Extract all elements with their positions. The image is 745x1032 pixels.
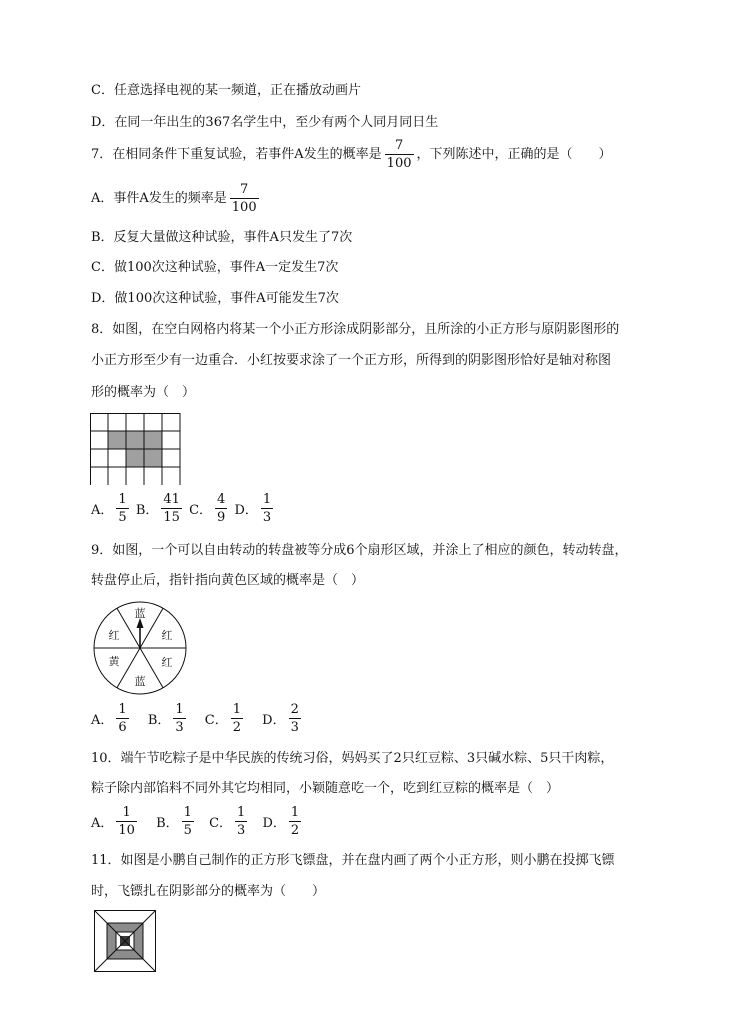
- q7-option-b: B．反复大量做这种试验，事件A只发生了7次: [91, 230, 353, 245]
- q11-dartboard-figure: [94, 910, 156, 972]
- q10-d-den: 2: [290, 823, 300, 838]
- q9-option-b: [148, 702, 189, 735]
- q7-frac-num: 7: [385, 138, 414, 155]
- q10-option-b: [156, 805, 197, 838]
- q10-option-a-fraction: [116, 805, 137, 838]
- q8-c-den: 9: [217, 510, 226, 525]
- q8-a-num: 1: [118, 492, 127, 507]
- q8-option-b-fraction: [161, 492, 182, 525]
- q8-option-a-label: A．: [91, 503, 114, 518]
- spinner-label-upper-right: 红: [161, 629, 173, 642]
- q10-b-num: 1: [183, 805, 192, 820]
- q8-option-b: [136, 492, 185, 525]
- q10-option-b-fraction: [182, 805, 194, 838]
- q9-options: [91, 702, 304, 735]
- q10-option-c: [209, 805, 250, 838]
- q10-option-d: [262, 805, 304, 838]
- q7-stem-text: 7．在相同条件下重复试验，若事件A发生的概率是: [91, 146, 382, 162]
- q11-stem-line1: 11．如图是小鹏自己制作的正方形飞镖盘，并在盘内画了两个小正方形，则小鹏在投掷飞镖: [91, 853, 615, 868]
- q7-option-c: C．做100次这种试验，事件A一定发生7次: [91, 260, 339, 275]
- q7-a-frac-den: 100: [231, 200, 257, 215]
- q8-b-num: 41: [163, 492, 180, 507]
- q9-stem-line1: 9．如图，一个可以自由转动的转盘被等分成6个扇形区域，并涂上了相应的颜色，转动转盘，: [91, 543, 628, 558]
- q9-c-num: 1: [232, 702, 242, 717]
- q8-option-d-fraction: [261, 492, 273, 525]
- q10-b-den: 5: [183, 823, 192, 838]
- spinner-label-top: 蓝: [134, 607, 146, 620]
- q6-option-c: C．任意选择电视的某一频道，正在播放动画片: [91, 83, 361, 98]
- q8-option-b-label: B．: [135, 503, 159, 518]
- q7-stem-tail: ，下列陈述中，正确的是（ ）: [416, 146, 612, 162]
- q10-a-den: 10: [118, 823, 135, 838]
- q9-option-d: [262, 702, 304, 735]
- q10-option-a-label: A．: [91, 816, 114, 831]
- q7-option-d: D．做100次这种试验，事件A可能发生7次: [91, 291, 339, 306]
- q9-option-d-fraction: [289, 702, 301, 735]
- q8-b-den: 15: [163, 510, 180, 525]
- q8-option-d: [234, 492, 276, 525]
- q8-option-a: [91, 492, 132, 525]
- q8-stem-line2: 小正方形至少有一边重合．小红按要求涂了一个正方形，所得到的阴影图形恰好是轴对称图: [91, 353, 612, 368]
- q9-option-a-fraction: [116, 702, 128, 735]
- q9-option-a: [91, 702, 132, 735]
- q8-options: [91, 492, 276, 525]
- q7-option-a: [91, 182, 262, 215]
- q9-b-den: 3: [175, 720, 184, 735]
- q9-option-b-fraction: [173, 702, 185, 735]
- spinner-label-upper-left: 红: [108, 629, 120, 642]
- q7-option-a-fraction: [230, 182, 259, 215]
- q8-option-c-fraction: [215, 492, 227, 525]
- q8-a-den: 5: [118, 510, 127, 525]
- q9-option-a-label: A．: [91, 713, 114, 728]
- q8-grid-figure: [90, 413, 182, 485]
- spinner-label-bottom: 蓝: [134, 675, 146, 688]
- q9-option-d-label: D．: [262, 713, 286, 728]
- q9-option-b-label: B．: [147, 713, 171, 728]
- q8-option-c-label: C．: [189, 503, 213, 518]
- q6-option-d: D．在同一年出生的367名学生中，至少有两个人同月同日生: [91, 115, 439, 130]
- q10-option-c-label: C．: [209, 816, 233, 831]
- q9-d-den: 3: [290, 720, 299, 735]
- q10-options: [91, 805, 304, 838]
- q10-option-b-label: B．: [156, 816, 179, 831]
- q8-d-den: 3: [262, 510, 272, 525]
- spinner-label-lower-left: 黄: [108, 655, 120, 668]
- q9-spinner-figure: [92, 600, 188, 696]
- q9-d-num: 2: [290, 702, 299, 717]
- q10-option-a: [91, 805, 140, 838]
- q7-fraction: [385, 138, 414, 171]
- q9-a-num: 1: [118, 702, 127, 717]
- q10-stem-line1: 10．端午节吃粽子是中华民族的传统习俗，妈妈买了2只红豆粽、3只碱水粽、5只干肉粽，: [91, 751, 614, 766]
- q10-option-d-label: D．: [262, 816, 286, 831]
- q10-stem-line2: 粽子除内部馅料不同外其它均相同，小颖随意吃一个，吃到红豆粽的概率是（ ）: [91, 781, 560, 796]
- q10-a-num: 1: [116, 805, 137, 822]
- q8-d-num: 1: [262, 492, 272, 507]
- q9-option-c-fraction: [231, 702, 243, 735]
- q10-d-num: 1: [290, 805, 300, 820]
- q11-stem-line2: 时，飞镖扎在阴影部分的概率为（ ）: [91, 884, 326, 899]
- q7-stem: [91, 138, 612, 171]
- q7-option-a-text: A．事件A发生的频率是: [91, 190, 227, 206]
- q7-frac-den: 100: [386, 156, 412, 171]
- q10-option-d-fraction: [289, 805, 301, 838]
- q10-c-den: 3: [237, 823, 246, 838]
- q9-b-num: 1: [175, 702, 184, 717]
- q8-c-num: 4: [217, 492, 226, 507]
- q9-a-den: 6: [118, 720, 127, 735]
- q8-option-c: [189, 492, 230, 525]
- q8-stem-line3: 形的概率为（ ）: [91, 385, 196, 400]
- q9-option-c: [205, 702, 246, 735]
- q9-stem-line2: 转盘停止后，指针指向黄色区域的概率是（ ）: [91, 573, 365, 588]
- q9-option-c-label: C．: [204, 713, 228, 728]
- q10-c-num: 1: [237, 805, 246, 820]
- q8-option-d-label: D．: [234, 503, 258, 518]
- q7-a-frac-num: 7: [230, 182, 259, 199]
- q8-stem-line1: 8．如图，在空白网格内将某一个小正方形涂成阴影部分，且所涂的小正方形与原阴影图形的: [91, 322, 620, 337]
- q8-option-a-fraction: [116, 492, 128, 525]
- spinner-label-lower-right: 红: [161, 656, 173, 669]
- q9-c-den: 2: [232, 720, 242, 735]
- q10-option-c-fraction: [235, 805, 247, 838]
